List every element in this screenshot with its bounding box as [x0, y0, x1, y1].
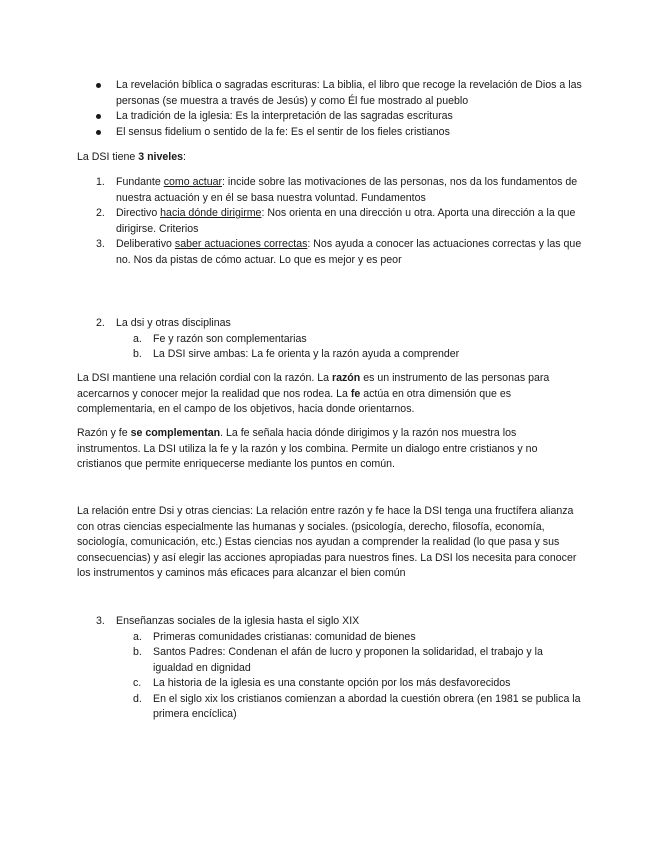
item-number: 2.: [96, 317, 105, 329]
item-text: Santos Padres: Condenan el afán de lucro y proponen la solidaridad, el trabajo y la igualdad en dignidad: [153, 646, 543, 674]
item-letter: b.: [133, 646, 142, 658]
section-heading: [0, 614, 655, 630]
item-letter: a.: [133, 332, 142, 345]
list-item: [0, 332, 655, 348]
item-number: 3.: [96, 238, 105, 250]
bullet-text: La revelación bíblica o sagradas escrituras: La biblia, el libro que recoge la revelación de Dios a las personas (se muestra a través de Jesús) y como Él fue mostrado al pueblo: [116, 79, 582, 107]
item-text: La historia de la iglesia es una constante opción por los más desfavorecidos: [153, 677, 511, 689]
paragraph-ciencias: La relación entre Dsi y otras ciencias: La relación entre razón y fe hace la DSI tenga una fructífera alianza con otras ciencias especialmente las humanas y sociales. (psicología, derecho, filosofía, economía, sociología, comunicación, etc.) Estas ciencias nos ayudan a comprender la realidad (lo que pasa y sus consecuencias) y así elegir las acciones apropiadas para nuestros fines. La DSI los necesita para conocer los instrumentos y caminos más eficaces para alcanzar el bien común: [77, 505, 577, 579]
niveles-list: [0, 175, 655, 268]
list-item: 3. Deliberativo saber actuaciones correctas: Nos ayuda a conocer las actuaciones correctas y las que no. Nos da pistas de cómo actuar. Lo que es mejor y es peor: [96, 238, 582, 266]
item-letter: c.: [133, 677, 142, 689]
bullet-text: El sensus fidelium o sentido de la fe: Es el sentir de los fieles cristianos: [116, 125, 450, 138]
bullet-text: La tradición de la iglesia: Es la interpretación de las sagradas escrituras: [116, 110, 453, 122]
item-text: Primeras comunidades cristianas: comunidad de bienes: [153, 630, 416, 643]
nivel-underlined-term: saber actuaciones correctas: [174, 238, 308, 250]
list-item: [0, 347, 655, 363]
paragraph-complementan: Razón y fe se complementan. La fe señala hacia dónde dirigimos y la razón nos muestra los instrumentos. La DSI utiliza la fe y la razón y los combina. Permite un dialogo entre cristianos y no cristianos que permite enriquecerse mediante los puntos en común.: [77, 427, 538, 470]
list-item: [0, 676, 655, 692]
niveles-intro: La DSI tiene 3 niveles:: [77, 151, 186, 163]
section-2: [0, 316, 655, 363]
item-text: Fe y razón son complementarias: [153, 332, 307, 345]
nivel-underlined-term: hacia dónde dirigirme: [160, 207, 262, 219]
item-letter: b.: [133, 348, 142, 360]
item-text: La DSI sirve ambas: La fe orienta y la razón ayuda a comprender: [153, 348, 460, 360]
list-item: 1. Fundante como actuar: incide sobre las motivaciones de las personas, nos da los fundamentos de nuestra actuación y en él se basa nuestra voluntad. Fundamentos: [96, 176, 578, 204]
nivel-underlined-term: como actuar: [163, 176, 223, 188]
list-item: 2. Directivo hacia dónde dirigirme: Nos orienta en una dirección u otra. Aporta una dirección a la que dirigirse. Criterios: [96, 207, 576, 235]
item-letter: d.: [133, 692, 142, 705]
list-item: [0, 78, 655, 109]
niveles-bold: 3 niveles: [138, 151, 184, 163]
item-number: 3.: [96, 615, 105, 627]
bullet-icon: [96, 83, 101, 88]
item-number: 2.: [96, 207, 105, 219]
paragraph-razon-fe: La DSI mantiene una relación cordial con la razón. La razón es un instrumento de las personas para acercarnos y conocer mejor la realidad que nos rodea. La fe actúa en otra dimensión que es complementaria, en el campo de los objetivos, hacia donde orientarnos.: [77, 372, 550, 415]
item-letter: a.: [133, 630, 142, 643]
list-item: [0, 692, 655, 723]
item-number: 1.: [96, 176, 105, 188]
sources-bullet-list: [0, 78, 655, 140]
section-3: [0, 614, 655, 723]
section-heading: [0, 316, 655, 332]
bullet-icon: [96, 114, 101, 119]
list-item: [0, 630, 655, 646]
list-item: [0, 125, 655, 141]
item-text: En el siglo xix los cristianos comienzan a abordad la cuestión obrera (en 1981 se publica la primera encíclica): [153, 692, 581, 720]
list-item: [0, 645, 655, 676]
list-item: [0, 109, 655, 125]
section-title: La dsi y otras disciplinas: [116, 317, 231, 329]
section-title: Enseñanzas sociales de la iglesia hasta el siglo XIX: [116, 615, 360, 627]
bullet-icon: [96, 130, 101, 135]
